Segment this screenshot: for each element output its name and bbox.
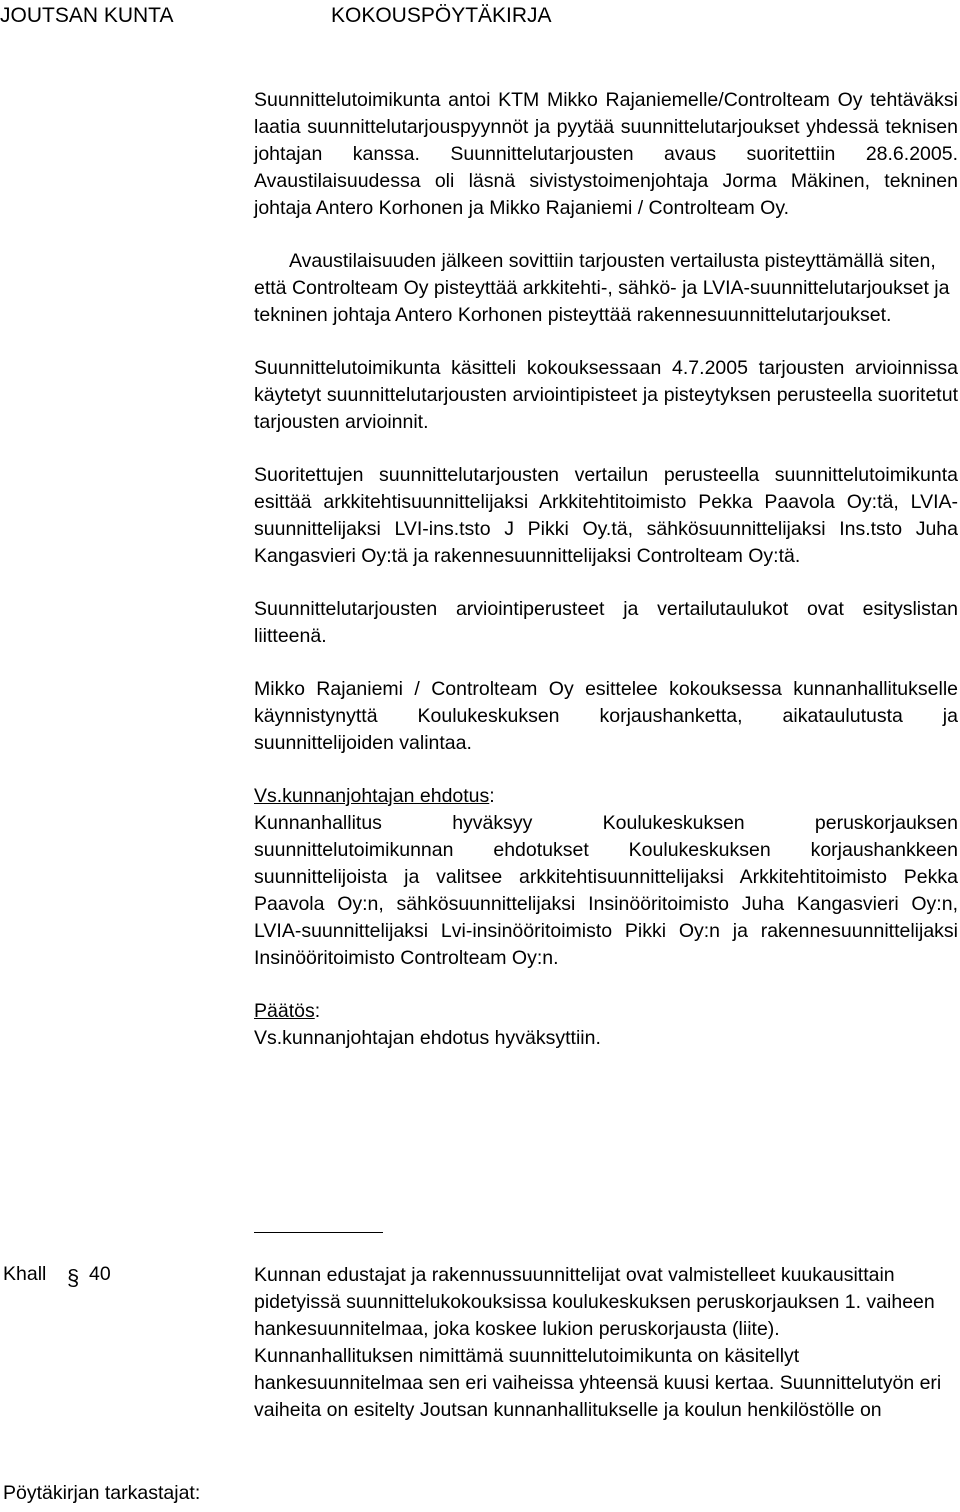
proposal-heading: Vs.kunnanjohtajan ehdotus xyxy=(254,785,490,807)
paragraph-attachment-note: Suunnittelutarjousten arviointiperusteet ja vertailutaulukot ovat esityslistan liitteenä. xyxy=(254,598,958,647)
next-item-text: Kunnan edustajat ja rakennussuunnittelijat ovat valmistelleet kuukausittain pidetyissä suunnittelukokouksissa koulukeskuksen peruskorjauksen 1. vaiheen hankesuunnitelmaa, joka koskee lukion peruskorjausta (liite). Kunnanhallituksen nimittämä suunnittelutoimikunta on käsitellyt hankesuunnitelmaa sen eri vaiheissa yhteensä kuusi kertaa. Suunnittelutyön eri vaiheita on esitelty Joutsan kunnanhallitukselle ja koulun henkilöstölle on xyxy=(254,1264,942,1421)
proposal-text: Kunnanhallitus hyväksyy Koulukeskuksen peruskorjauksen suunnittelutoimikunnan ehdotukset Koulukeskuksen korjaushankkeen suunnittelijoista ja valitsee arkkitehtisuunnittelijaksi Arkkitehtitoimisto Pekka Paavola Oy:n, sähkösuunnittelijaksi Insinööritoimisto Juha Kangasvieri Oy:n, LVIA-suunnittelijaksi Lvi-insinööritoimisto Pikki Oy:n ja rakennesuunnittelijaksi Insinööritoimisto Controlteam Oy:n. xyxy=(254,812,958,969)
decision-heading-colon: : xyxy=(314,1000,321,1022)
organization-name: JOUTSAN KUNTA xyxy=(0,4,174,27)
footer-reviewers-label: Pöytäkirjan tarkastajat: xyxy=(3,1482,201,1504)
proposal-heading-line xyxy=(254,783,958,810)
paragraph-presentation: Mikko Rajaniemi / Controlteam Oy esittelee kokouksessa kunnanhallitukselle käynnistynyttä Koulukeskuksen korjaushanketta, aikataulutusta ja suunnittelijoiden valintaa. xyxy=(254,678,958,754)
paragraph-tender-process: Suunnittelutoimikunta antoi KTM Mikko Rajaniemelle/Controlteam Oy tehtäväksi laatia suunnittelutarjouspyynnöt ja pyytää suunnittelutarjoukset yhdessä teknisen johtajan kanssa. Suunnittelutarjousten avaus suoritettiin 28.6.2005. Avaustilaisuudessa oli läsnä sivistystoimenjohtaja Jorma Mäkinen, tekninen johtaja Antero Korhonen ja Mikko Rajaniemi / Controlteam Oy. xyxy=(254,89,958,219)
section-number: 40 xyxy=(89,1263,111,1285)
next-item-body xyxy=(254,1262,944,1424)
paragraph-committee-review: Suunnittelutoimikunta käsitteli kokouksessaan 4.7.2005 tarjousten arvioinnissa käytetyt suunnittelutarjousten arviointipisteet ja pisteytyksen perusteella suoritetut tarjousten arvioinnit. xyxy=(254,357,958,433)
decision-heading: Päätös xyxy=(254,1000,315,1022)
section-divider xyxy=(254,1232,383,1233)
decision-text: Vs.kunnanjohtajan ehdotus hyväksyttiin. xyxy=(254,1027,601,1049)
paragraph-scoring: Avaustilaisuuden jälkeen sovittiin tarjousten vertailusta pisteyttämällä siten, että Controlteam Oy pisteyttää arkkitehti-, sähkö- ja LVIA-suunnittelutarjoukset ja tekninen johtaja Antero Korhonen pisteyttää rakennesuunnittelutarjoukset. xyxy=(254,250,950,326)
section-symbol: § xyxy=(67,1265,80,1290)
proposal-heading-colon: : xyxy=(489,785,495,807)
khall-label: Khall xyxy=(3,1263,47,1285)
minutes-body xyxy=(254,87,958,1052)
paragraph-committee-proposal: Suoritettujen suunnittelutarjousten vertailun perusteella suunnittelutoimikunta esittää arkkitehtisuunnittelijaksi Arkkitehtitoimisto Pekka Paavola Oy:tä, LVIA-suunnittelijaksi LVI-ins.tsto J Pikki Oy.tä, sähkösuunnittelijaksi Ins.tsto Juha Kangasvieri Oy:tä ja rakennesuunnittelijaksi Controlteam Oy:tä. xyxy=(254,464,958,567)
document-type: KOKOUSPÖYTÄKIRJA xyxy=(331,4,552,27)
decision-heading-line xyxy=(254,998,958,1025)
